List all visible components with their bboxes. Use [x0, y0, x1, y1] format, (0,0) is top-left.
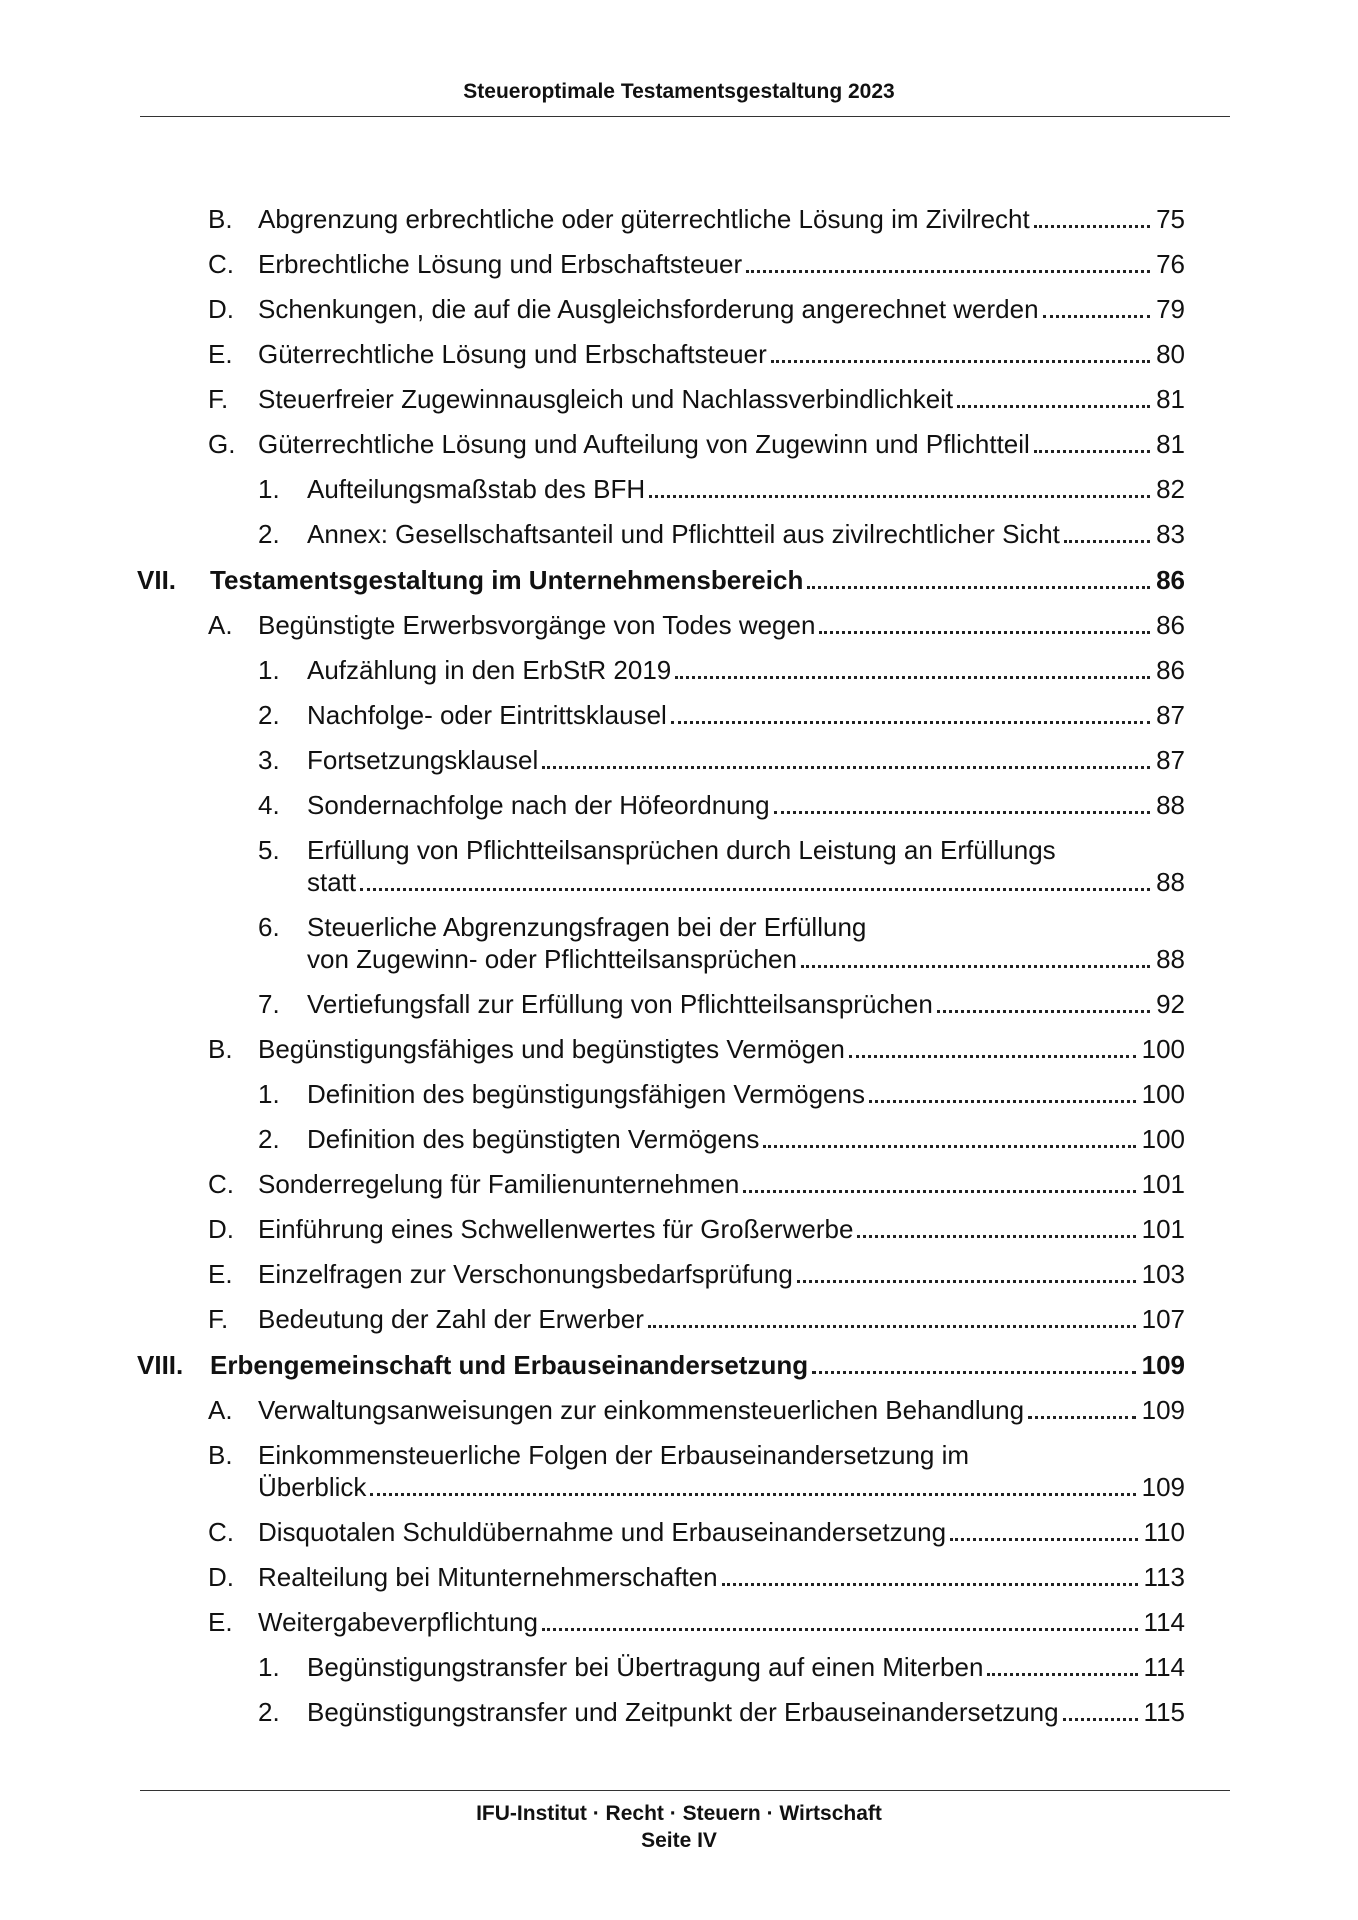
toc-entry	[0, 428, 1358, 460]
toc-entry	[0, 1696, 1358, 1728]
toc-entry-page: 79	[1156, 294, 1185, 324]
toc-entry	[0, 654, 1358, 686]
toc-entry-page: 87	[1156, 700, 1185, 730]
toc-dot-leader	[807, 586, 1150, 589]
toc-entry	[0, 1258, 1358, 1290]
page-header-title: Steueroptimale Testamentsgestaltung 2023	[463, 80, 895, 103]
toc-entry-title: Begünstigte Erwerbsvorgänge von Todes wegen	[258, 610, 816, 640]
toc-entry-title: Schenkungen, die auf die Ausgleichsforderung angerechnet werden	[258, 294, 1039, 324]
toc-entry-title: Sondernachfolge nach der Höfeordnung	[307, 790, 770, 820]
toc-entry	[0, 473, 1358, 505]
toc-entry-title: Einzelfragen zur Verschonungsbedarfsprüfung	[258, 1259, 793, 1289]
page-footer	[0, 1800, 1358, 1854]
toc-entry-title: Aufzählung in den ErbStR 2019	[307, 655, 672, 685]
toc-entry-page: 87	[1156, 745, 1185, 775]
toc-entry-page: 100	[1141, 1124, 1185, 1154]
toc-dot-leader	[937, 1010, 1150, 1013]
toc-entry-title: Bedeutung der Zahl der Erwerber	[258, 1304, 644, 1334]
toc-dot-leader	[649, 495, 1150, 498]
toc-entry-number: 1.	[258, 474, 280, 504]
toc-entry-page: 109	[1141, 1350, 1185, 1380]
toc-entry	[0, 1168, 1358, 1200]
toc-entry-number: D.	[208, 294, 234, 324]
toc-entry-title: Verwaltungsanweisungen zur einkommensteuerlichen Behandlung	[258, 1395, 1025, 1425]
toc-entry-number: VII.	[137, 565, 177, 595]
toc-entry	[0, 789, 1358, 821]
toc-entry-title: Definition des begünstigten Vermögens	[307, 1124, 760, 1154]
toc-entry-page: 109	[1141, 1472, 1185, 1502]
toc-entry-number: 2.	[258, 700, 280, 730]
toc-entry-number: F.	[208, 1304, 229, 1334]
toc-entry-title: Begünstigungsfähiges und begünstigtes Vermögen	[258, 1034, 845, 1064]
toc-entry	[0, 1123, 1358, 1155]
toc-dot-leader	[1063, 1718, 1138, 1721]
toc-dot-leader	[849, 1055, 1136, 1058]
toc-entry-title: Erbengemeinschaft und Erbauseinandersetzung	[210, 1350, 809, 1380]
toc-entry-title: von Zugewinn- oder Pflichtteilsansprüchen	[307, 944, 797, 974]
toc-entry-title: Güterrechtliche Lösung und Aufteilung von Zugewinn und Pflichtteil	[258, 429, 1030, 459]
table-of-contents	[0, 190, 1358, 1728]
toc-entry-page: 88	[1156, 867, 1185, 897]
toc-entry-page: 100	[1141, 1034, 1185, 1064]
toc-entry-page: 75	[1156, 204, 1185, 234]
toc-entry	[0, 1078, 1358, 1110]
toc-entry-number: 1.	[258, 1079, 280, 1109]
toc-entry	[0, 1606, 1358, 1638]
toc-dot-leader	[648, 1325, 1136, 1328]
toc-entry-page: 86	[1156, 565, 1185, 595]
toc-entry-title: Disquotalen Schuldübernahme und Erbauseinandersetzung	[258, 1517, 947, 1547]
toc-dot-leader	[542, 766, 1150, 769]
toc-entry	[0, 609, 1358, 641]
toc-entry-number: E.	[208, 1607, 233, 1637]
toc-entry-page: 114	[1143, 1652, 1185, 1682]
toc-entry-number: D.	[208, 1562, 234, 1592]
toc-entry-page: 113	[1143, 1562, 1185, 1592]
toc-entry-number: 7.	[258, 989, 280, 1019]
toc-dot-leader	[819, 631, 1150, 634]
toc-entry-page: 81	[1156, 429, 1185, 459]
toc-entry-page: 107	[1141, 1304, 1185, 1334]
toc-entry-page: 82	[1156, 474, 1185, 504]
toc-entry	[0, 203, 1358, 235]
toc-dot-leader	[957, 405, 1150, 408]
toc-entry-title: Güterrechtliche Lösung und Erbschaftsteuer	[258, 339, 767, 369]
footer-rule	[140, 1790, 1230, 1791]
toc-entry-title: Überblick	[258, 1472, 367, 1502]
footer-page-number: Seite IV	[641, 1829, 717, 1852]
toc-entry-page: 114	[1143, 1607, 1185, 1637]
toc-entry-number: B.	[208, 204, 233, 234]
toc-entry-number: E.	[208, 1259, 233, 1289]
toc-dot-leader	[746, 270, 1150, 273]
toc-entry-number: 2.	[258, 1124, 280, 1154]
toc-entry-title: Begünstigungstransfer bei Übertragung auf einen Miterben	[307, 1652, 984, 1682]
toc-entry-number: 4.	[258, 790, 280, 820]
toc-dot-leader	[671, 721, 1150, 724]
toc-dot-leader	[801, 965, 1150, 968]
toc-dot-leader	[722, 1583, 1138, 1586]
toc-entry	[0, 1516, 1358, 1548]
toc-entry-title: Testamentsgestaltung im Unternehmensbereich	[210, 565, 804, 595]
toc-entry	[0, 564, 1358, 596]
toc-entry-title: Vertiefungsfall zur Erfüllung von Pflichtteilsansprüchen	[307, 989, 933, 1019]
toc-dot-leader	[950, 1538, 1138, 1541]
toc-entry-number: 1.	[258, 655, 280, 685]
toc-entry-page: 92	[1156, 989, 1185, 1019]
toc-entry-title-line1: Erfüllung von Pflichtteilsansprüchen durch Leistung an Erfüllungs	[307, 835, 1056, 865]
toc-dot-leader	[1028, 1416, 1136, 1419]
toc-dot-leader	[763, 1145, 1135, 1148]
toc-entry-title-line1: Einkommensteuerliche Folgen der Erbauseinandersetzung im	[258, 1440, 970, 1470]
toc-entry-page: 103	[1141, 1259, 1185, 1289]
toc-entry-title-line1: Steuerliche Abgrenzungsfragen bei der Erfüllung	[307, 912, 867, 942]
toc-entry-page: 100	[1141, 1079, 1185, 1109]
toc-entry-page: 81	[1156, 384, 1185, 414]
toc-entry-number: C.	[208, 1169, 234, 1199]
toc-entry	[0, 1394, 1358, 1426]
toc-entry-number: 2.	[258, 519, 280, 549]
toc-entry-page: 86	[1156, 610, 1185, 640]
toc-entry-number: VIII.	[137, 1350, 184, 1380]
toc-entry-title: Sonderregelung für Familienunternehmen	[258, 1169, 740, 1199]
toc-entry-number: D.	[208, 1214, 234, 1244]
toc-entry-title: Weitergabeverpflichtung	[258, 1607, 538, 1637]
toc-dot-leader	[987, 1673, 1137, 1676]
toc-dot-leader	[1034, 450, 1150, 453]
toc-entry	[0, 1439, 1358, 1503]
toc-entry	[0, 1213, 1358, 1245]
header-rule	[140, 116, 1230, 117]
toc-entry-page: 88	[1156, 944, 1185, 974]
toc-entry-title: Einführung eines Schwellenwertes für Großerwerbe	[258, 1214, 854, 1244]
toc-entry	[0, 988, 1358, 1020]
toc-entry	[0, 1561, 1358, 1593]
toc-entry	[0, 834, 1358, 898]
toc-entry-number: 1.	[258, 1652, 280, 1682]
toc-dot-leader	[1064, 540, 1150, 543]
toc-dot-leader	[1034, 225, 1150, 228]
toc-entry	[0, 911, 1358, 975]
toc-entry-number: E.	[208, 339, 233, 369]
toc-entry-title: Nachfolge- oder Eintrittsklausel	[307, 700, 667, 730]
toc-entry	[0, 699, 1358, 731]
toc-entry-page: 101	[1141, 1169, 1185, 1199]
toc-dot-leader	[360, 888, 1150, 891]
toc-dot-leader	[675, 676, 1150, 679]
toc-entry-number: A.	[208, 1395, 233, 1425]
toc-entry-number: 3.	[258, 745, 280, 775]
toc-entry-title: statt	[307, 867, 357, 897]
toc-dot-leader	[542, 1628, 1138, 1631]
toc-entry-title: Abgrenzung erbrechtliche oder güterrechtliche Lösung im Zivilrecht	[258, 204, 1030, 234]
toc-entry	[0, 383, 1358, 415]
toc-entry-title: Realteilung bei Mitunternehmerschaften	[258, 1562, 718, 1592]
toc-dot-leader	[857, 1235, 1135, 1238]
toc-entry-title: Aufteilungsmaßstab des BFH	[307, 474, 646, 504]
toc-entry	[0, 1303, 1358, 1335]
toc-entry-title: Steuerfreier Zugewinnausgleich und Nachlassverbindlichkeit	[258, 384, 954, 414]
toc-entry	[0, 248, 1358, 280]
toc-dot-leader	[774, 811, 1151, 814]
toc-entry-page: 80	[1156, 339, 1185, 369]
toc-entry-title: Definition des begünstigungsfähigen Vermögens	[307, 1079, 865, 1109]
toc-entry-title: Fortsetzungsklausel	[307, 745, 539, 775]
toc-entry-page: 86	[1156, 655, 1185, 685]
toc-entry-number: G.	[208, 429, 236, 459]
toc-entry	[0, 1033, 1358, 1065]
toc-entry	[0, 744, 1358, 776]
toc-entry-number: A.	[208, 610, 233, 640]
toc-dot-leader	[869, 1100, 1136, 1103]
toc-dot-leader	[743, 1190, 1135, 1193]
toc-entry-number: F.	[208, 384, 229, 414]
toc-entry-page: 76	[1156, 249, 1185, 279]
toc-dot-leader	[370, 1493, 1135, 1496]
toc-dot-leader	[812, 1371, 1135, 1374]
toc-entry-title: Begünstigungstransfer und Zeitpunkt der Erbauseinandersetzung	[307, 1697, 1059, 1727]
toc-entry-number: 2.	[258, 1697, 280, 1727]
toc-entry-title: Erbrechtliche Lösung und Erbschaftsteuer	[258, 249, 743, 279]
toc-entry-number: B.	[208, 1034, 233, 1064]
toc-entry	[0, 518, 1358, 550]
footer-publisher: IFU-Institut · Recht · Steuern · Wirtschaft	[476, 1802, 882, 1825]
toc-entry-page: 110	[1143, 1517, 1185, 1547]
toc-entry-number: B.	[208, 1440, 233, 1470]
toc-entry	[0, 338, 1358, 370]
toc-dot-leader	[771, 360, 1150, 363]
toc-entry-page: 115	[1143, 1697, 1185, 1727]
toc-entry-page: 101	[1141, 1214, 1185, 1244]
toc-entry-number: C.	[208, 1517, 234, 1547]
toc-entry-page: 83	[1156, 519, 1185, 549]
toc-entry	[0, 1651, 1358, 1683]
toc-entry-title: Annex: Gesellschaftsanteil und Pflichtteil aus zivilrechtlicher Sicht	[307, 519, 1060, 549]
toc-dot-leader	[797, 1280, 1136, 1283]
toc-dot-leader	[1043, 315, 1151, 318]
toc-entry-page: 109	[1141, 1395, 1185, 1425]
toc-entry	[0, 293, 1358, 325]
toc-entry-number: 5.	[258, 835, 280, 865]
toc-entry-page: 88	[1156, 790, 1185, 820]
toc-entry-number: 6.	[258, 912, 280, 942]
toc-entry-number: C.	[208, 249, 234, 279]
toc-entry	[0, 1349, 1358, 1381]
